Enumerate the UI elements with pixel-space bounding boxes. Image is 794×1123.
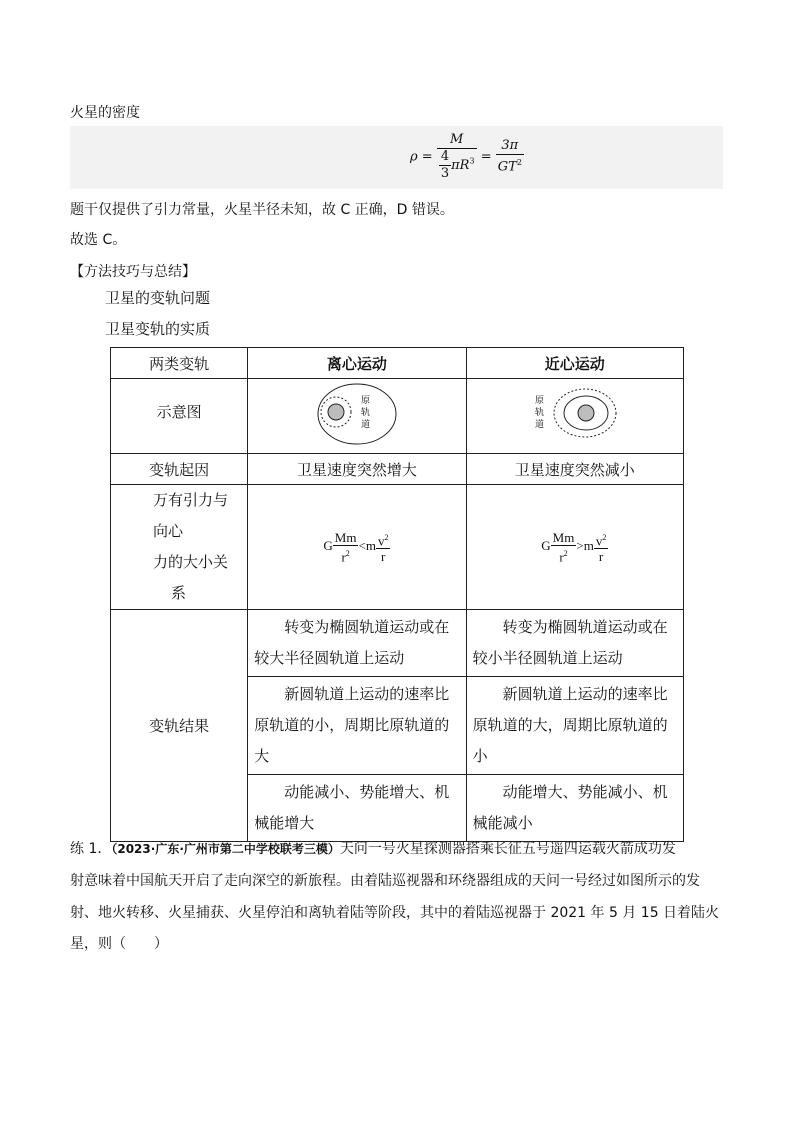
table-header-centripetal: 近心运动	[466, 348, 683, 379]
result-centripetal-3: 动能增大、势能减小、机械能减小	[466, 775, 683, 842]
exercise-line-1: 练 1．（2023·广东·广州市第二中学校联考三模）天问一号火星探测器搭乘长征五号遥四运载火箭成功发	[70, 841, 676, 857]
svg-text:轨: 轨	[360, 408, 370, 418]
cause-centripetal: 卫星速度突然减小	[466, 454, 683, 485]
cause-centrifugal: 卫星速度突然增大	[248, 454, 466, 485]
subheading-orbit-change: 卫星的变轨问题	[105, 289, 211, 307]
formula-fraction-result: $\frac{3\pi}{GT^2}$	[497, 138, 522, 175]
exercise-label: 练 1．	[70, 841, 112, 857]
formula-fraction-four-thirds: $\frac{4}{3}$	[440, 149, 450, 181]
svg-text:道: 道	[360, 420, 370, 430]
table-header-centrifugal: 离心运动	[248, 348, 466, 379]
row-label-result: 变轨结果	[111, 610, 248, 842]
result-centripetal-1: 转变为椭圆轨道运动或在较小半径圆轨道上运动	[466, 610, 683, 677]
force-centrifugal: G $\frac{Mm}{r^2}$ <m $\frac{v^2}{r}$	[248, 485, 466, 610]
result-centrifugal-1: 转变为椭圆轨道运动或在较大半径圆轨道上运动	[248, 610, 466, 677]
method-header: 【方法技巧与总结】	[70, 264, 196, 280]
row-label-diagram: 示意图	[111, 379, 248, 454]
density-formula: ρ = M $\frac{4}{3}$ $\pi R^3$ = $\frac{3\pi}{GT^2}$	[410, 132, 522, 181]
exercise-line-4: 星，则（ ）	[70, 936, 168, 952]
svg-text:轨: 轨	[534, 408, 544, 418]
exercise-line-3: 射、地火转移、火星捕获、火星停泊和离轨着陆等阶段，其中的着陆巡视器于 2021 年 5 月 15 日着陆火	[70, 905, 720, 921]
exercise-line-2: 射意味着中国航天开启了走向深空的新旅程。由着陆巡视器和环绕器组成的天问一号经过如图所示的发	[70, 873, 700, 889]
force-centripetal: G $\frac{Mm}{r^2}$ >m $\frac{v^2}{r}$	[466, 485, 683, 610]
svg-text:道: 道	[534, 420, 544, 430]
orbit-change-table	[110, 347, 684, 842]
subheading-orbit-essence: 卫星变轨的实质	[105, 320, 211, 338]
density-title: 火星的密度	[70, 105, 140, 121]
centripetal-orbit-diagram	[525, 381, 625, 447]
result-centrifugal-3: 动能减小、势能增大、机械能增大	[248, 775, 466, 842]
formula-box	[70, 126, 723, 189]
formula-fraction-main: M $\frac{4}{3}$ $\pi R^3$	[437, 132, 477, 182]
orbit-label-2: 原	[534, 396, 544, 406]
orbit-label-1: 原	[360, 396, 370, 406]
row-label-force: 万有引力与 向心 力的大小关 系	[111, 485, 248, 610]
exercise-source: （2023·广东·广州市第二中学校联考三模）	[111, 842, 340, 856]
row-label-cause: 变轨起因	[111, 454, 248, 485]
result-centrifugal-2: 新圆轨道上运动的速率比原轨道的小，周期比原轨道的大	[248, 677, 466, 775]
diagram-centrifugal	[248, 379, 466, 454]
centrifugal-orbit-diagram	[312, 381, 402, 447]
diagram-centripetal	[466, 379, 683, 454]
note-text: 题干仅提供了引力常量，火星半径未知，故 C 正确，D 错误。	[70, 202, 454, 218]
answer-text: 故选 C。	[70, 232, 127, 248]
result-centripetal-2: 新圆轨道上运动的速率比原轨道的大，周期比原轨道的小	[466, 677, 683, 775]
table-header-type: 两类变轨	[111, 348, 248, 379]
